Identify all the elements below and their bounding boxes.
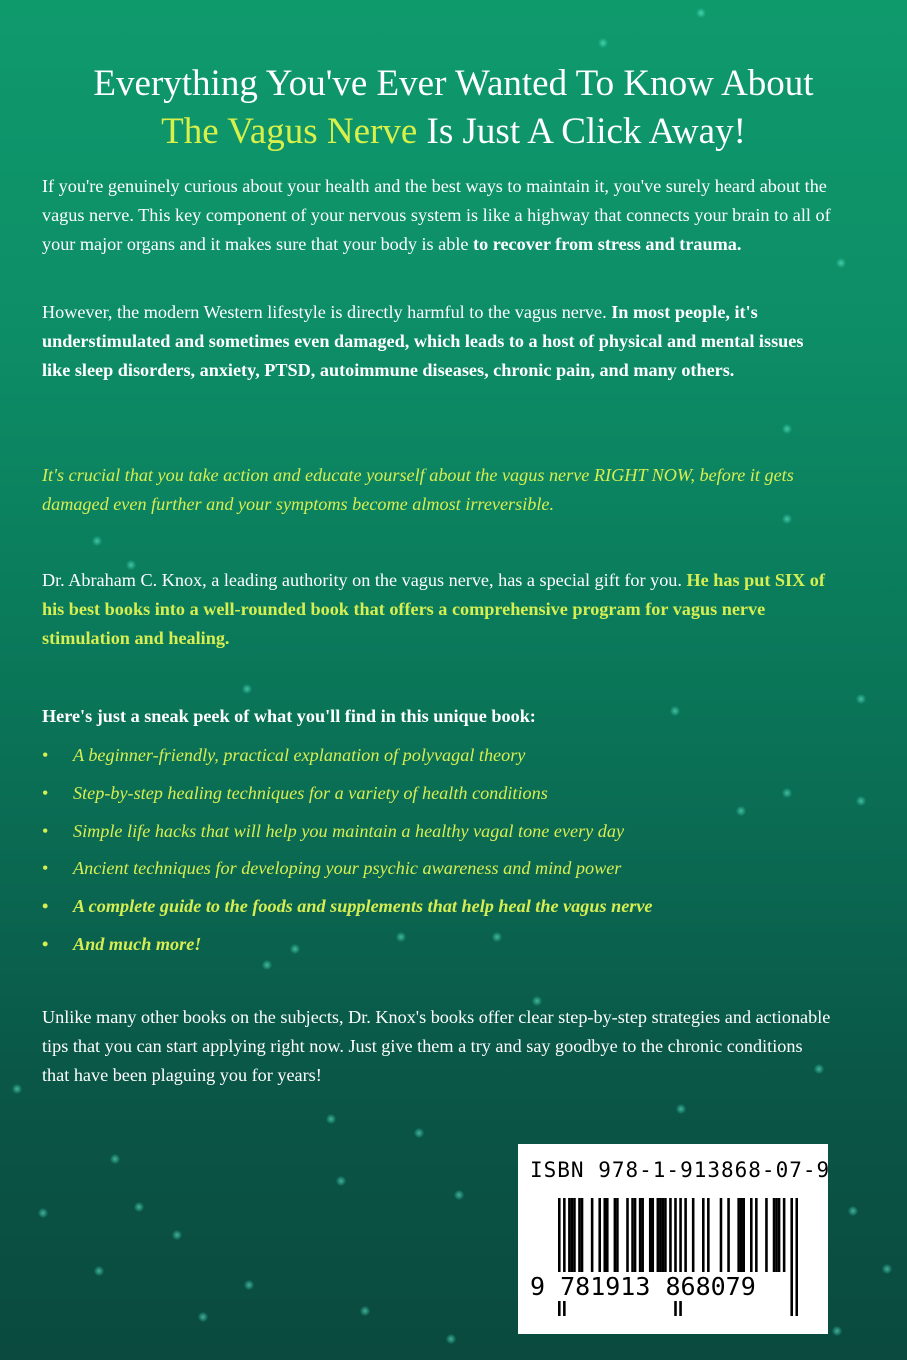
barcode-bar xyxy=(750,1198,753,1272)
barcode-bar xyxy=(634,1198,637,1272)
intro-bold-text: to recover from stress and trauma. xyxy=(473,234,742,254)
list-item: • Simple life hacks that will help you maintain a healthy vagal tone every day xyxy=(42,813,842,851)
barcode-bar xyxy=(591,1198,594,1272)
feature-list xyxy=(42,737,842,964)
barcode-bar xyxy=(727,1198,730,1272)
barcode-bar xyxy=(684,1198,687,1272)
barcode-bar xyxy=(657,1198,660,1272)
barcode-bar xyxy=(649,1198,652,1272)
barcode-bar xyxy=(581,1198,584,1272)
barcode-bar xyxy=(755,1198,758,1272)
isbn-barcode xyxy=(518,1144,831,1334)
headline xyxy=(0,60,907,156)
list-item: • Ancient techniques for developing your psychic awareness and mind power xyxy=(42,850,842,888)
problem-text: However, the modern Western lifestyle is directly harmful to the vagus nerve. xyxy=(42,302,612,322)
feature-list-lead: Here's just a sneak peek of what you'll find in this unique book: xyxy=(42,706,536,726)
headline-highlight: The Vagus Nerve xyxy=(161,111,418,152)
intro-text: If you're genuinely curious about your health and the best ways to maintain it, you've surely heard about the vagus nerve. This key component of your nervous system is like a highway that connects your brain to all of your major organs and it makes sure that your body is able xyxy=(42,176,831,254)
isbn-label: ISBN 978-1-913868-07-9 xyxy=(530,1158,831,1182)
barcode-bar xyxy=(783,1198,786,1272)
barcode-bar xyxy=(659,1198,662,1272)
author-text: Dr. Abraham C. Knox, a leading authority on the vagus nerve, has a special gift for you. xyxy=(42,570,687,590)
problem-paragraph xyxy=(42,298,832,385)
headline-line2: Is Just A Click Away! xyxy=(417,111,746,152)
headline-line1: Everything You've Ever Wanted To Know About xyxy=(93,63,814,104)
barcode-bar xyxy=(616,1198,619,1272)
barcode-bar xyxy=(775,1198,778,1272)
barcode-bar xyxy=(651,1198,654,1272)
barcode-bar xyxy=(669,1198,672,1272)
barcode-bar xyxy=(571,1198,574,1272)
barcode-digits-text: 9 781913 868079 xyxy=(530,1272,756,1301)
problem-bold-text: In most people, it's understimulated and sometimes even damaged, which leads to a host of physical and mental issues like sleep disorders, anxiety, PTSD, autoimmune diseases, chronic pain, and many others. xyxy=(42,302,804,380)
barcode-bar xyxy=(598,1198,601,1272)
author-bold-text: He has put SIX of his best books into a well-rounded book that offers a comprehensive program for vagus nerve stimulation and healing. xyxy=(42,570,825,648)
barcode-bar xyxy=(662,1198,665,1272)
list-item: • A complete guide to the foods and supplements that help heal the vagus nerve xyxy=(42,888,842,926)
barcode-bar xyxy=(692,1198,695,1272)
barcode-bar xyxy=(737,1198,740,1272)
intro-paragraph xyxy=(42,172,832,259)
barcode-bar xyxy=(720,1198,723,1272)
list-item: • Step-by-step healing techniques for a variety of health conditions xyxy=(42,775,842,813)
author-paragraph xyxy=(42,566,832,653)
barcode-bar xyxy=(614,1198,617,1272)
list-item: • And much more! xyxy=(42,926,842,964)
list-item: • A beginner-friendly, practical explanation of polyvagal theory xyxy=(42,737,842,775)
barcode-bar xyxy=(778,1198,781,1272)
barcode-bar xyxy=(742,1198,745,1272)
barcode-digits xyxy=(530,1272,820,1301)
barcode-bar xyxy=(641,1198,644,1272)
barcode-bar xyxy=(573,1198,576,1272)
barcode-bar xyxy=(707,1198,710,1272)
barcode-bar xyxy=(639,1198,642,1272)
barcode-bar xyxy=(702,1198,705,1272)
feature-list-section xyxy=(42,702,842,964)
barcode-bar xyxy=(626,1198,629,1272)
closing-paragraph: Unlike many other books on the subjects, Dr. Knox's books offer clear step-by-step strategies and actionable tips that you can start applying right now. Just give them a try and say goodbye to the chronic conditions that have been plaguing you for years! xyxy=(42,1007,831,1085)
urgency-paragraph: It's crucial that you take action and educate yourself about the vagus nerve RIGHT NOW, before it gets damaged even further and your symptoms become almost irreversible. xyxy=(42,465,794,514)
barcode-bar xyxy=(606,1198,609,1272)
barcode-bar xyxy=(664,1198,667,1272)
barcode-bar xyxy=(765,1198,768,1272)
barcode-bar xyxy=(568,1198,571,1272)
barcode-bar xyxy=(578,1198,581,1272)
barcode-bar xyxy=(740,1198,743,1272)
barcode-bar xyxy=(631,1198,634,1272)
barcode-bar xyxy=(773,1198,776,1272)
barcode-bar xyxy=(603,1198,606,1272)
